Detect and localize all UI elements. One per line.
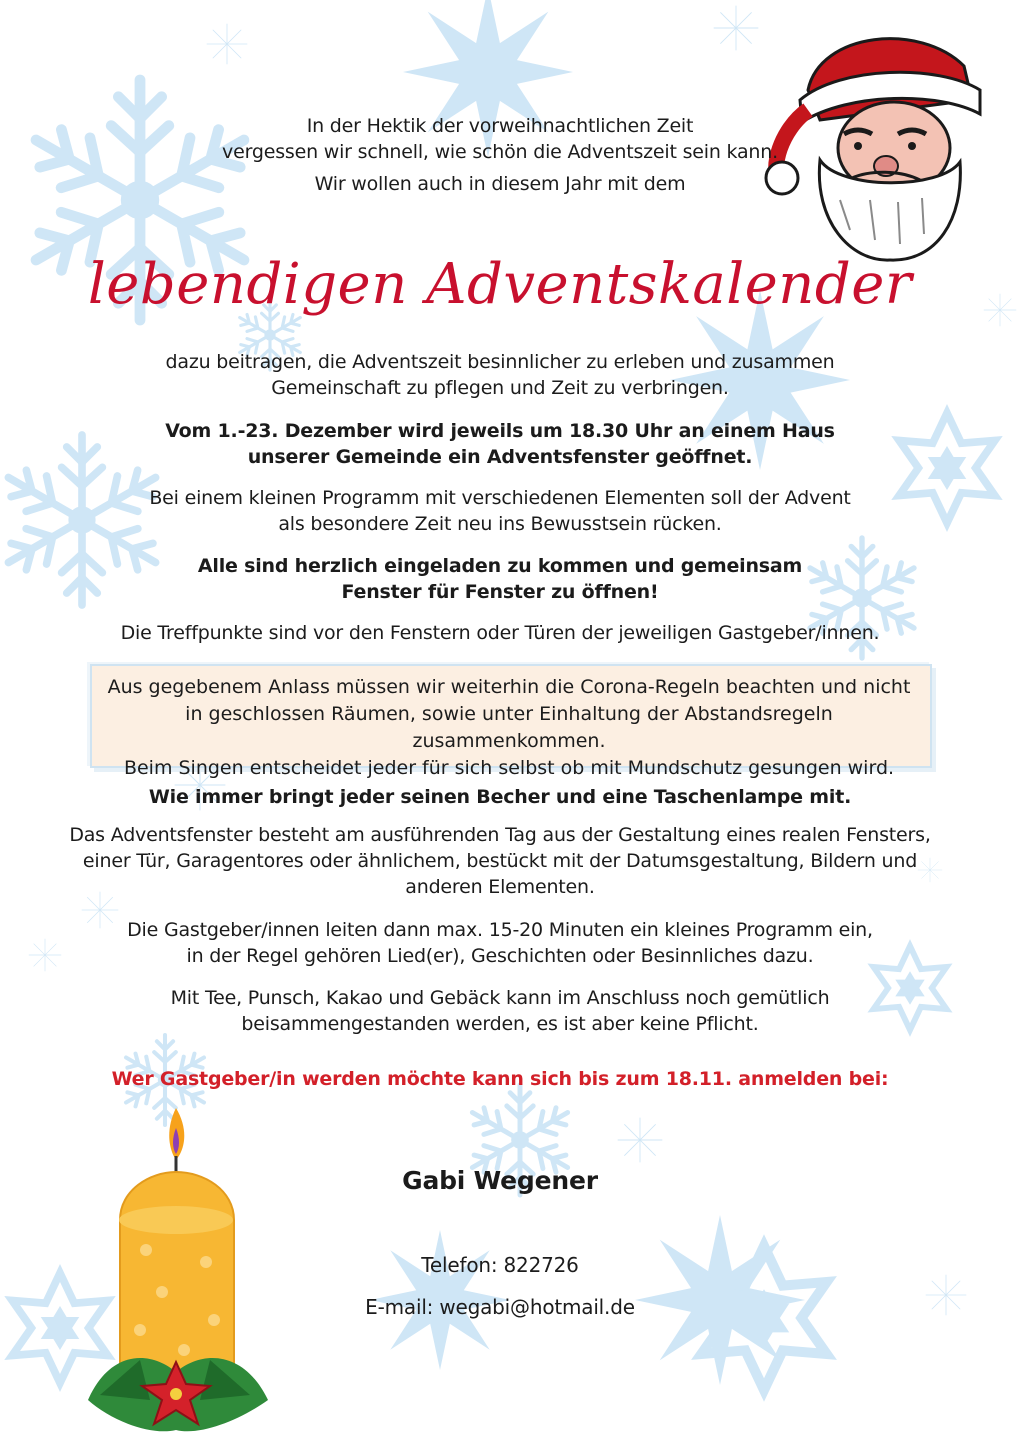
paragraph-2-line-1: Bei einem kleinen Programm mit verschiedenen Elementen soll der Advent bbox=[149, 487, 851, 509]
contact-name: Gabi Wegener bbox=[402, 1166, 598, 1195]
notice-line-2: in geschlossen Räumen, sowie unter Einhaltung der Abstandsregeln zusammenkommen. bbox=[185, 703, 833, 752]
paragraph-4-line-3: anderen Elementen. bbox=[405, 876, 595, 898]
paragraph-1-line-2: Gemeinschaft zu pflegen und Zeit zu verbringen. bbox=[271, 377, 729, 399]
paragraph-4-line-2: einer Tür, Garagentores oder ähnlichem, bestückt mit der Datumsgestaltung, Bildern und bbox=[82, 850, 918, 872]
invitation-line-2: Fenster für Fenster zu öffnen! bbox=[341, 581, 659, 603]
invitation-text bbox=[0, 553, 1000, 605]
dates-line-2: unserer Gemeinde ein Adventsfenster geöffnet. bbox=[247, 446, 753, 468]
meeting-points-text: Die Treffpunkte sind vor den Fenstern oder Türen der jeweiligen Gastgeber/innen. bbox=[120, 622, 880, 644]
paragraph-5-line-2: in der Regel gehören Lied(er), Geschichten oder Besinnliches dazu. bbox=[186, 945, 814, 967]
dates-announcement bbox=[0, 418, 1000, 470]
paragraph-6 bbox=[0, 985, 1000, 1037]
paragraph-6-line-2: beisammengestanden werden, es ist aber keine Pflicht. bbox=[241, 1013, 759, 1035]
intro-line-1: In der Hektik der vorweihnachtlichen Zeit bbox=[306, 115, 694, 137]
paragraph-2-line-2: als besondere Zeit neu ins Bewusstsein rücken. bbox=[278, 513, 722, 535]
paragraph-5-line-1: Die Gastgeber/innen leiten dann max. 15-20 Minuten ein kleines Programm ein, bbox=[127, 919, 873, 941]
paragraph-1 bbox=[0, 349, 1000, 401]
dates-line-1: Vom 1.-23. Dezember wird jeweils um 18.30 Uhr an einem Haus bbox=[165, 420, 835, 442]
contact-phone: Telefon: 822726 bbox=[421, 1253, 579, 1277]
intro-line-2: vergessen wir schnell, wie schön die Adventszeit sein kann. bbox=[222, 141, 778, 163]
paragraph-5 bbox=[0, 917, 1000, 969]
intro-text bbox=[0, 113, 1000, 197]
paragraph-6-line-1: Mit Tee, Punsch, Kakao und Gebäck kann im Anschluss noch gemütlich bbox=[170, 987, 830, 1009]
paragraph-2 bbox=[0, 485, 1000, 537]
invitation-line-1: Alle sind herzlich eingeladen zu kommen und gemeinsam bbox=[197, 555, 803, 577]
paragraph-4-line-1: Das Adventsfenster besteht am ausführenden Tag aus der Gestaltung eines realen Fensters, bbox=[69, 824, 931, 846]
paragraph-4 bbox=[0, 822, 1000, 900]
contact-email[interactable]: E-mail: wegabi@hotmail.de bbox=[365, 1295, 635, 1319]
corona-notice-text bbox=[90, 674, 928, 782]
paragraph-1-line-1: dazu beitragen, die Adventszeit besinnlicher zu erleben und zusammen bbox=[165, 351, 835, 373]
call-to-action: Wer Gastgeber/in werden möchte kann sich bis zum 18.11. anmelden bei: bbox=[111, 1068, 889, 1090]
notice-line-1: Aus gegebenem Anlass müssen wir weiterhin die Corona-Regeln beachten und nicht bbox=[107, 676, 911, 698]
notice-line-3: Beim Singen entscheidet jeder für sich selbst ob mit Mundschutz gesungen wird. bbox=[123, 757, 895, 779]
page-title: lebendigen Adventskalender bbox=[87, 252, 913, 317]
bring-items-text: Wie immer bringt jeder seinen Becher und eine Taschenlampe mit. bbox=[148, 786, 852, 808]
intro-line-3: Wir wollen auch in diesem Jahr mit dem bbox=[314, 173, 686, 195]
